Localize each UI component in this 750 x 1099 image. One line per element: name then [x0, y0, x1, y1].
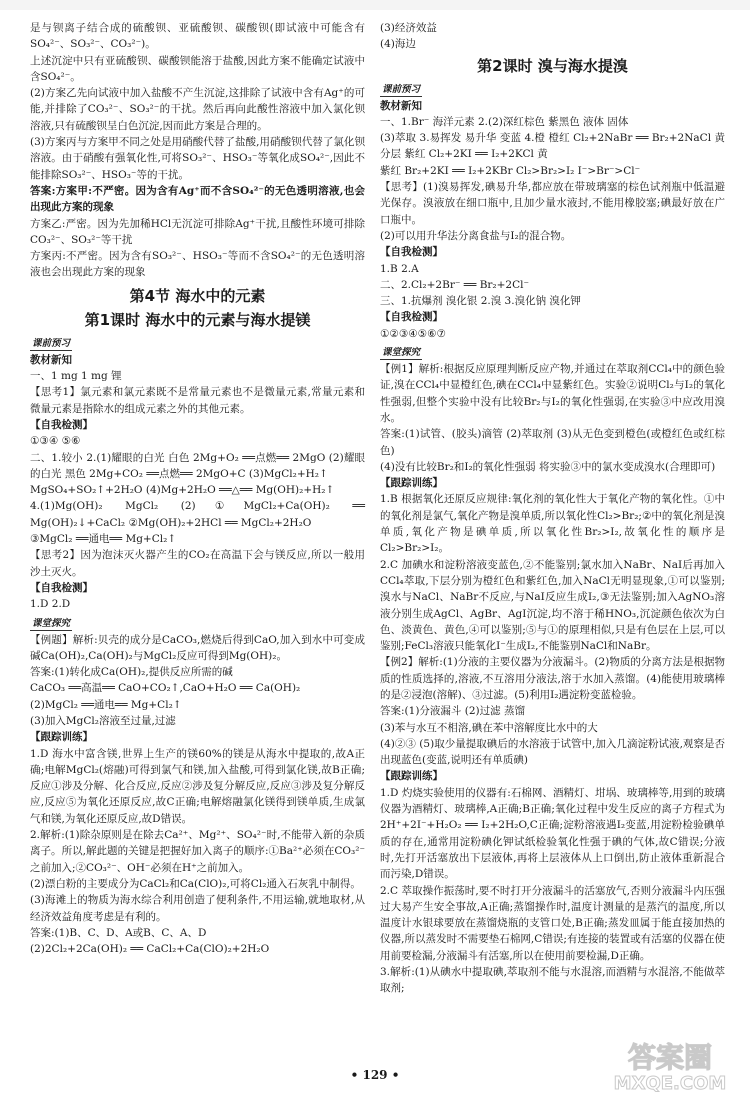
paragraph: 一、1 mg 1 mg 锂: [30, 370, 122, 383]
page-number: • 129 •: [350, 1068, 400, 1082]
follow-training-header: 【跟踪训练】: [30, 731, 93, 744]
paragraph: 1.D 2.D: [30, 598, 71, 611]
paragraph: ③MgCl₂ ══通电══ Mg+Cl₂↑: [30, 533, 177, 546]
page-top-strip: [0, 0, 750, 10]
self-check-header: 【自我检测】: [30, 418, 93, 431]
paragraph: (2)方案乙先向试液中加入盐酸不产生沉淀,这排除了试液中含有Ag⁺的可能,并排除了CO₃²⁻、SO₃²⁻的干扰。然后再向此酸性溶液中加入氯化钡溶液,只有硫酸钡呈白色沉淀,因而此方案是合理的。: [30, 87, 365, 132]
answer-line: 答案:(1)B、C、D、A或B、C、A、D: [30, 926, 207, 939]
paragraph: 2.解析:(1)除杂原则是在除去Ca²⁺、Mg²⁺、SO₄²⁻时,不能带入新的杂质离子。所以,解此题的关键是把握好加入离子的顺序:①Ba²⁺必须在CO₃²⁻之前加入;②CO₃²⁻、OH⁻必须在H⁺之前加入。: [30, 829, 365, 874]
answer-line: (2)MgCl₂ ══通电══ Mg+Cl₂↑: [30, 698, 182, 711]
paragraph: 是与钡离子结合成的硫酸钡、亚硫酸钡、碳酸钡(即试液中可能含有SO₄²⁻、SO₃²⁻、CO₃²⁻)。: [30, 22, 365, 51]
paragraph: 1.B 根据氧化还原反应规律:氧化剂的氧化性大于氧化产物的氧化性。①中的氧化剂是氯气,氧化产物是溴单质,所以氧化性Cl₂>Br₂;②中的氧化剂是溴单质,氧化产物是碘单质,所以氧化性Br₂>I₂,故氧化性的顺序是Cl₂>Br₂>I₂。: [380, 493, 725, 555]
paragraph: 二、1.较小 2.(1)耀眼的白光 白色 2Mg+O₂ ══点燃══ 2MgO (2)耀眼的白光 黑色 2Mg+CO₂ ══点燃══ 2MgO+C (3)MgCl₂+H₂↑: [30, 451, 365, 480]
paragraph: (4)海边: [380, 38, 416, 51]
watermark-url: MXQE.COM: [613, 1073, 727, 1094]
paragraph: 上述沉淀中只有亚硫酸钡、碳酸钡能溶于盐酸,因此方案不能确定试液中含SO₄²⁻。: [30, 54, 365, 83]
paragraph: 2.C 加碘水和淀粉溶液变蓝色,②不能鉴别;氯水加入NaBr、NaI后再加入CCl₄萃取,下层分别为橙红色和紫红色,加入NaCl无明显现象,①可以鉴别;溴水与NaCl、NaBr不反应,与NaI反应生成I₂,③无法鉴别;加入AgNO₃溶液分别生成AgCl、AgBr、AgI沉淀,均不溶于稀HNO₃,沉淀颜色依次为白色、淡黄色、黄色,④可以鉴别;⑤与①的原理相似,只是有色层在上层,可以鉴别;FeCl₃溶液只能氧化I⁻生成I₂,不能鉴别NaCl和NaBr。: [380, 558, 725, 653]
new-knowledge-header: 教材新知: [380, 99, 422, 112]
paragraph: (3)经济效益: [380, 22, 437, 34]
preview-tag: 课前预习: [382, 83, 421, 95]
section-title: 第4节 海水中的元素: [129, 286, 266, 305]
right-column: [380, 20, 725, 997]
lesson-title: 第1课时 海水中的元素与海水提镁: [84, 310, 311, 329]
paragraph: (3)海滩上的物质为海水综合利用创造了便利条件,不用运输,就地取材,从经济效益角度考虑是有利的。: [30, 894, 365, 923]
paragraph: 2.C 萃取操作振荡时,要不时打开分液漏斗的活塞放气,否则分液漏斗内压强过大易产生安全事故,A正确;蒸馏操作时,温度计测量的是蒸汽的温度,所以温度计水银球要放在蒸馏烧瓶的支管口处,B正确;蒸发皿属于能直接加热的仪器,所以蒸发时不需要垫石棉网,C错误;有连接的装置或有活塞的仪器在使用前要检漏,分液漏斗有活塞,所以在使用前要检漏,D正确。: [380, 884, 725, 962]
example-analysis: 【例题】解析:贝壳的成分是CaCO₃,燃烧后得到CaO,加入到水中可变成碱Ca(OH)₂,Ca(OH)₂与MgCl₂反应可得到Mg(OH)₂。: [30, 633, 365, 662]
paragraph: 紫红 Br₂+2KI ══ I₂+2KBr Cl₂>Br₂>I₂ I⁻>Br⁻>Cl⁻: [380, 164, 641, 177]
watermark-label: 答案圈: [627, 1041, 713, 1074]
self-check-header: 【自我检测】: [380, 246, 443, 259]
think-note: 【思考】(1)溴易挥发,碘易升华,都应放在带玻璃塞的棕色试剂瓶中低温避光保存。溴液放在细口瓶中,且加少量水液封,不能用橡胶塞;碘最好放在广口瓶中。: [380, 181, 725, 226]
paragraph: 二、2.Cl₂+2Br⁻ ══ Br₂+2Cl⁻: [380, 278, 530, 291]
answer-line: (4)没有比较Br₂和I₂的氧化性强弱 将实验③中的氯水变成溴水(合理即可): [380, 460, 716, 473]
example-analysis: 【例1】解析:根据反应原理判断反应产物,并通过在萃取剂CCl₄中的颜色验证,溴在CCl₄中显橙红色,碘在CCl₄中显紫红色。实验②说明Cl₂与I₂的氧化性强弱,但整个实验中没有比较Br₂与I₂的氧化性强弱,在实验③中应改用溴水。: [380, 363, 725, 424]
answer-line: (2)2Cl₂+2Ca(OH)₂ ══ CaCl₂+Ca(ClO)₂+2H₂O: [30, 943, 270, 956]
self-check-header: 【自我检测】: [380, 311, 443, 324]
answer-line: 答案:方案甲:不严密。因为含有Ag⁺而不含SO₄²⁻的无色透明溶液,也会出现此方案的现象: [30, 184, 365, 214]
classroom-tag: 课堂探究: [382, 347, 421, 359]
classroom-tag: 课堂探究: [32, 617, 71, 629]
paragraph: (3)萃取 3.易挥发 易升华 变蓝 4.橙 橙红 Cl₂+2NaBr ══ Br₂+2NaCl 黄 分层 紫红 Cl₂+2KI ══ I₂+2KCl 黄: [380, 132, 725, 161]
new-knowledge-header: 教材新知: [30, 353, 72, 366]
answer-line: 答案:(1)分液漏斗 (2)过滤 蒸馏: [380, 705, 525, 718]
paragraph: MgSO₄+SO₂↑+2H₂O (4)Mg+2H₂O ══△══ Mg(OH)₂+H₂↑: [30, 484, 335, 497]
paragraph: 1.D 灼烧实验使用的仪器有:石棉网、酒精灯、坩埚、玻璃棒等,用到的玻璃仪器为酒精灯、玻璃棒,A正确;B正确;氧化过程中发生反应的离子方程式为2H⁺+2I⁻+H₂O₂ ══ I₂+2H₂O,C正确;淀粉溶液遇I₂变蓝,用淀粉检验碘单质的存在,通常用淀粉碘化钾试纸检验氧化性强于碘的气体,故C错误;分液时,先打开活塞放出下层液体,再将上层液体从上口倒出,防止液体重新混合而污染,D错误。: [380, 786, 725, 881]
paragraph: ①③④ ⑤⑥: [30, 435, 81, 448]
answer-line: CaCO₃ ══高温══ CaO+CO₂↑,CaO+H₂O ══ Ca(OH)₂: [30, 682, 301, 695]
paragraph: 一、1.Br⁻ 海洋元素 2.(2)深红棕色 紫黑色 液体 固体: [380, 115, 629, 128]
paragraph: 4.(1)Mg(OH)₂ MgCl₂ (2)①MgCl₂+Ca(OH)₂ ══ Mg(OH)₂↓+CaCl₂ ②Mg(OH)₂+2HCl ══ MgCl₂+2H₂O: [30, 500, 365, 529]
paragraph: 三、1.抗爆剂 溴化银 2.溴 3.溴化钠 溴化钾: [380, 295, 581, 308]
preview-tag: 课前预习: [32, 337, 71, 349]
paragraph: (2)漂白粉的主要成分为CaCl₂和Ca(ClO)₂,可将Cl₂通入石灰乳中制得。: [30, 877, 361, 890]
think-note: (2)可以用升华法分离食盐与I₂的混合物。: [380, 229, 572, 242]
paragraph: (3)方案丙与方案甲不同之处是用硝酸代替了盐酸,用硝酸钡代替了氯化钡溶液。由于硝酸有强氧化性,可将SO₃²⁻、HSO₃⁻等氧化成SO₄²⁻,因此不能排除SO₃²⁻、HSO₃⁻等的干扰。: [30, 136, 365, 181]
paragraph: ①②③④⑤⑥⑦: [380, 327, 446, 340]
answer-line: (4)②③ (5)取少量提取碘后的水溶液于试管中,加入几滴淀粉试液,观察是否出现蓝色(变蓝,说明还有单质碘): [380, 737, 725, 767]
lesson-title: 第2课时 溴与海水提溴: [477, 56, 628, 75]
paragraph: 3.解析:(1)从碘水中提取碘,萃取剂不能与水混溶,而酒精与水混溶,不能做萃取剂;: [380, 966, 725, 995]
follow-training-header: 【跟踪训练】: [380, 477, 443, 490]
think-note: 【思考2】因为泡沫灭火器产生的CO₂在高温下会与镁反应,所以一般用沙土灭火。: [30, 549, 365, 578]
paragraph: 1.B 2.A: [380, 262, 419, 275]
answer-line: 方案乙:严密。因为先加稀HCl无沉淀可排除Ag⁺干扰,且酸性环境可排除CO₃²⁻、SO₃²⁻等干扰: [30, 217, 365, 246]
follow-training-header: 【跟踪训练】: [380, 770, 443, 783]
left-column: [30, 20, 365, 957]
answer-line: (3)苯与水互不相溶,碘在苯中溶解度比水中的大: [380, 721, 598, 734]
paragraph: 1.D 海水中富含镁,世界上生产的镁60%的镁是从海水中提取的,故A正确;电解MgCl₂(熔融)可得到氯气和镁,加入盐酸,可得到氯化镁,故B正确;反应①涉及分解、化合反应,反应②涉及复分解反应,反应③涉及复分解反应,反应⑤为氧化还原反应,故C正确;电解熔融氯化镁得到镁单质,生成氯气和镁,为氧化还原反应,故D错误。: [30, 747, 365, 825]
answer-line: 答案:(1)试管、(胶头)滴管 (2)萃取剂 (3)从无色变到橙色(或橙红色或红棕色): [380, 428, 725, 457]
watermark-logo: [600, 1035, 740, 1095]
answer-line: 方案丙:不严密。因为含有SO₃²⁻、HSO₃⁻等而不含SO₄²⁻的无色透明溶液也会出现此方案的现象: [30, 250, 365, 279]
answer-line: 答案:(1)转化成Ca(OH)₂,提供反应所需的碱: [30, 666, 233, 679]
example-analysis: 【例2】解析:(1)分液的主要仪器为分液漏斗。(2)物质的分离方法是根据物质的性质选择的,溶液,不互溶用分液法,溶于水加入蒸馏。(4)能使用玻璃棒的是②浸泡(溶解)、③过滤。(5)利用I₂遇淀粉变蓝检验。: [380, 656, 725, 701]
self-check-header: 【自我检测】: [30, 581, 93, 594]
think-note: 【思考1】氯元素和氯元素既不是常量元素也不是微量元素,常量元素和微量元素是指除水的组成元素之外的其他元素。: [30, 386, 365, 415]
answer-line: (3)加入MgCl₂溶液至过量,过滤: [30, 714, 176, 727]
